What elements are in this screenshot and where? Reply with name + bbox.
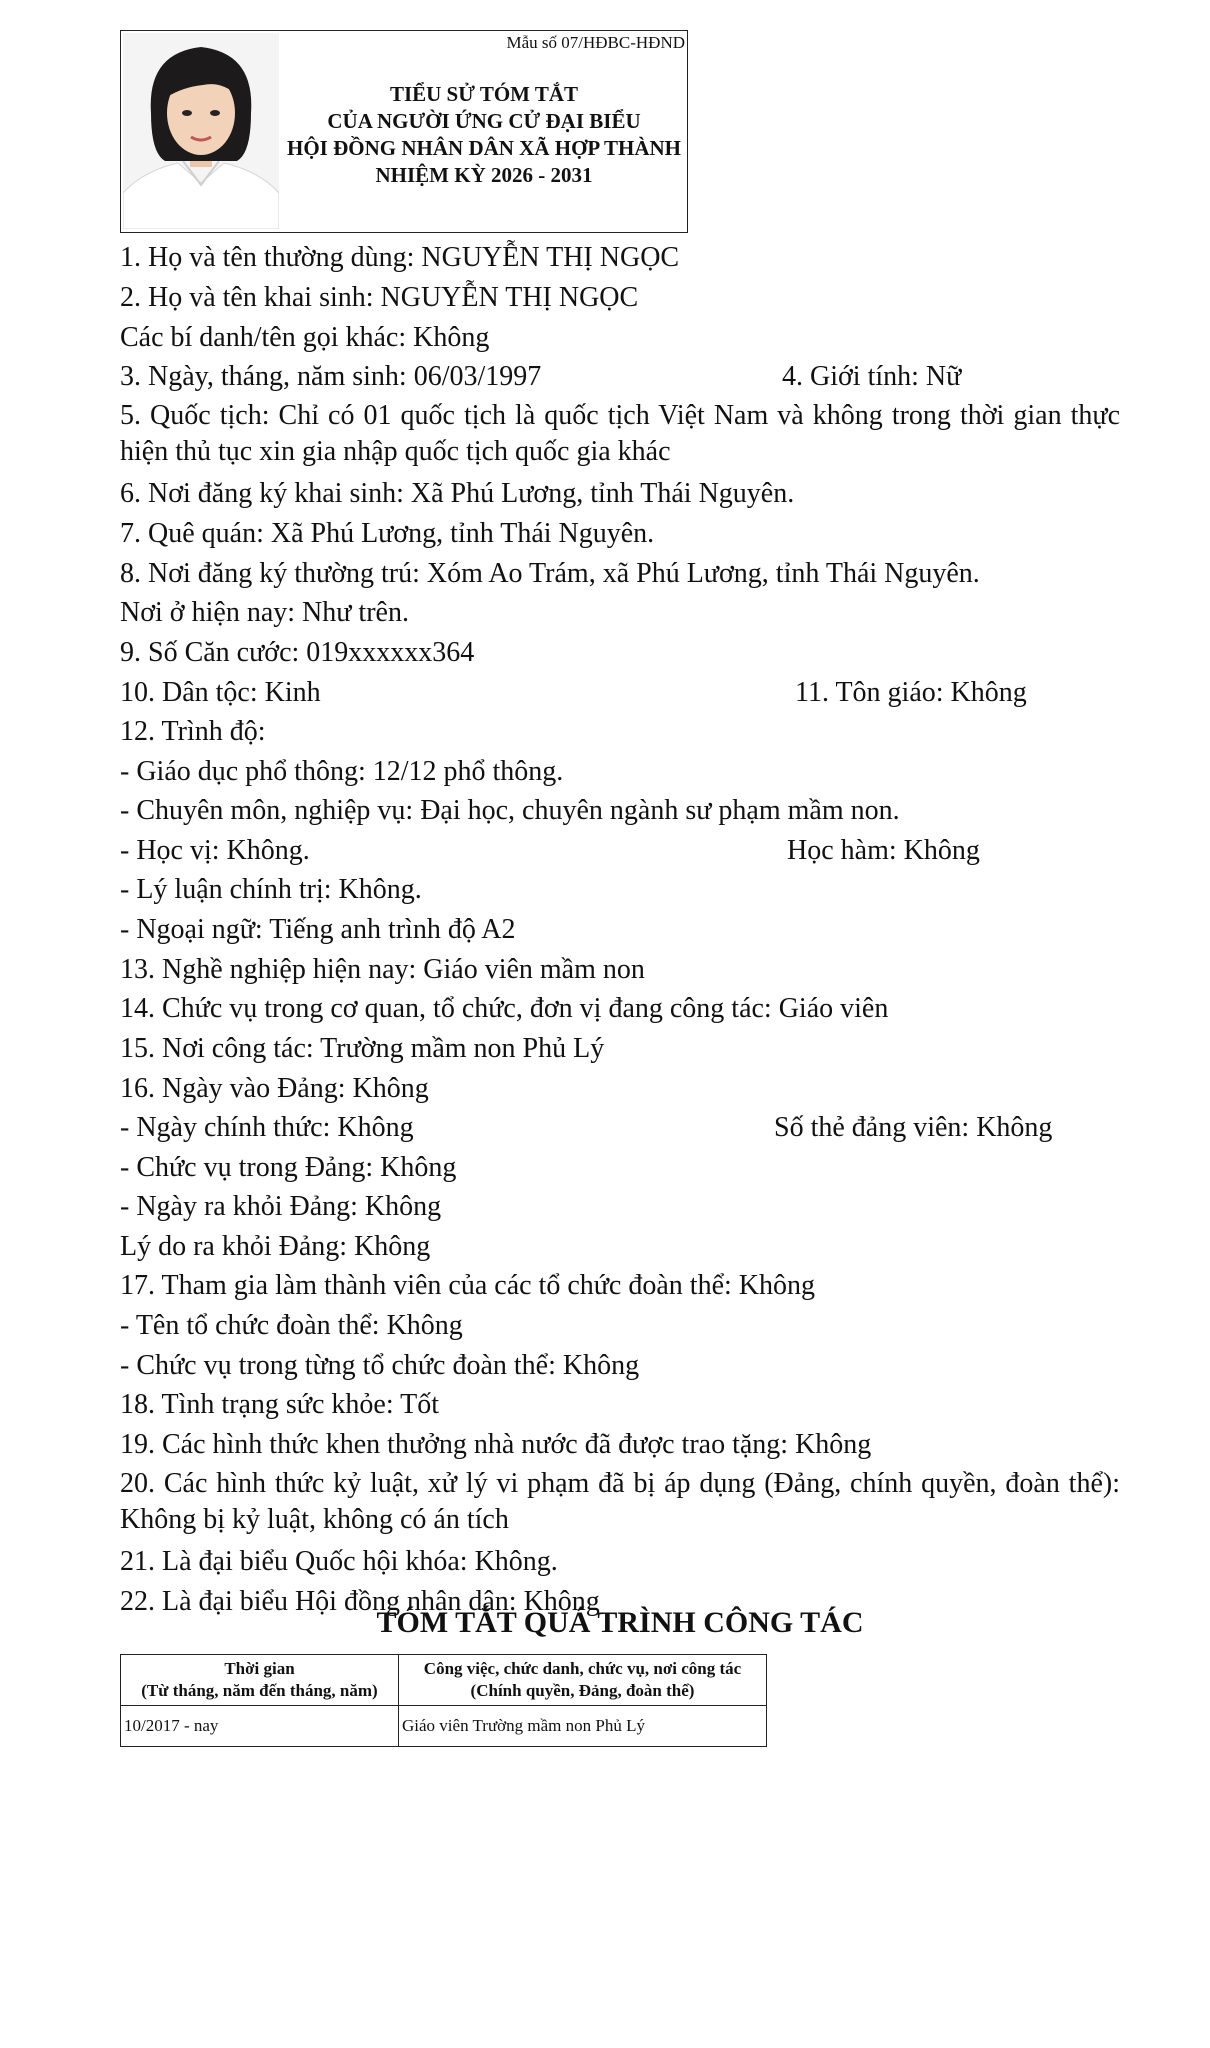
candidate-photo: [123, 33, 279, 229]
field-position: 14. Chức vụ trong cơ quan, tổ chức, đơn vị đang công tác: Giáo viên: [120, 993, 889, 1024]
field-education-heading: 12. Trình độ:: [120, 716, 266, 747]
table-row: [121, 1706, 767, 1747]
field-birth-date: 3. Ngày, tháng, năm sinh: 06/03/1997: [120, 361, 542, 392]
field-birth-registration: 6. Nơi đăng ký khai sinh: Xã Phú Lương, tỉnh Thái Nguyên.: [120, 478, 795, 509]
field-religion: 11. Tôn giáo: Không: [795, 677, 1027, 708]
table-header-work: Công việc, chức danh, chức vụ, nơi công tác (Chính quyền, Đảng, đoàn thể): [399, 1655, 767, 1706]
field-national-assembly: 21. Là đại biểu Quốc hội khóa: Không.: [120, 1546, 558, 1577]
field-occupation: 13. Nghề nghiệp hiện nay: Giáo viên mầm non: [120, 954, 645, 985]
field-party-official-date: - Ngày chính thức: Không: [120, 1112, 414, 1143]
field-party-position: - Chức vụ trong Đảng: Không: [120, 1152, 457, 1183]
document-title: [281, 81, 687, 189]
field-party-join-date: 16. Ngày vào Đảng: Không: [120, 1073, 429, 1104]
work-history-table: [120, 1654, 767, 1747]
field-hometown: 7. Quê quán: Xã Phú Lương, tỉnh Thái Nguyên.: [120, 518, 655, 549]
history-title: TÓM TẮT QUÁ TRÌNH CÔNG TÁC: [376, 1606, 864, 1639]
field-party-card-number: Số thẻ đảng viên: Không: [774, 1112, 1053, 1143]
field-party-leave-date: - Ngày ra khỏi Đảng: Không: [120, 1191, 442, 1222]
header-box: [120, 30, 688, 233]
field-degree: - Học vị: Không.: [120, 835, 310, 866]
field-workplace: 15. Nơi công tác: Trường mầm non Phủ Lý: [120, 1033, 605, 1064]
field-current-residence: Nơi ở hiện nay: Như trên.: [120, 597, 409, 628]
field-organization-position: - Chức vụ trong từng tổ chức đoàn thể: Không: [120, 1350, 640, 1381]
field-political-theory: - Lý luận chính trị: Không.: [120, 874, 422, 905]
field-discipline: 20. Các hình thức kỷ luật, xử lý vi phạm đã bị áp dụng (Đảng, chính quyền, đoàn thể): Không bị kỷ luật, không có án tích: [120, 1468, 1120, 1535]
field-common-name: 1. Họ và tên thường dùng: NGUYỄN THỊ NGỌC: [120, 242, 680, 273]
field-aliases: Các bí danh/tên gọi khác: Không: [120, 322, 490, 353]
field-foreign-language: - Ngoại ngữ: Tiếng anh trình độ A2: [120, 914, 516, 945]
field-health: 18. Tình trạng sức khỏe: Tốt: [120, 1389, 439, 1420]
title-line-3: HỘI ĐỒNG NHÂN DÂN XÃ HỢP THÀNH: [287, 136, 681, 160]
field-ethnicity: 10. Dân tộc: Kinh: [120, 677, 321, 708]
table-header-period: Thời gian (Từ tháng, năm đến tháng, năm): [121, 1655, 399, 1706]
field-id-number: 9. Số Căn cước: 019xxxxxx364: [120, 637, 475, 668]
field-organizations: 17. Tham gia làm thành viên của các tổ chức đoàn thể: Không: [120, 1270, 815, 1301]
field-general-education: - Giáo dục phổ thông: 12/12 phổ thông.: [120, 756, 564, 787]
field-nationality: 5. Quốc tịch: Chỉ có 01 quốc tịch là quốc tịch Việt Nam và không trong thời gian thực hiện thủ tục xin gia nhập quốc tịch quốc gia khác: [120, 400, 1120, 467]
field-awards: 19. Các hình thức khen thưởng nhà nước đã được trao tặng: Không: [120, 1429, 872, 1460]
table-header-row: [121, 1655, 767, 1706]
field-party-leave-reason: Lý do ra khỏi Đảng: Không: [120, 1231, 431, 1262]
title-line-4: NHIỆM KỲ 2026 - 2031: [375, 163, 593, 187]
field-peoples-council: 22. Là đại biểu Hội đồng nhân dân: Không: [120, 1586, 600, 1617]
field-academic-title: Học hàm: Không: [787, 835, 980, 866]
title-line-2: CỦA NGƯỜI ỨNG CỬ ĐẠI BIỂU: [327, 109, 641, 133]
table-cell-work: Giáo viên Trường mầm non Phủ Lý: [399, 1706, 767, 1747]
field-specialization: - Chuyên môn, nghiệp vụ: Đại học, chuyên ngành sư phạm mầm non.: [120, 795, 900, 826]
field-permanent-residence: 8. Nơi đăng ký thường trú: Xóm Ao Trám, xã Phú Lương, tỉnh Thái Nguyên.: [120, 558, 980, 589]
field-organization-name: - Tên tổ chức đoàn thể: Không: [120, 1310, 463, 1341]
table-cell-period: 10/2017 - nay: [121, 1706, 399, 1747]
field-gender: 4. Giới tính: Nữ: [782, 361, 962, 392]
title-line-1: TIỂU SỬ TÓM TẮT: [389, 82, 579, 106]
form-code: Mẫu số 07/HĐBC-HĐND: [506, 33, 685, 52]
field-birth-name: 2. Họ và tên khai sinh: NGUYỄN THỊ NGỌC: [120, 282, 639, 313]
